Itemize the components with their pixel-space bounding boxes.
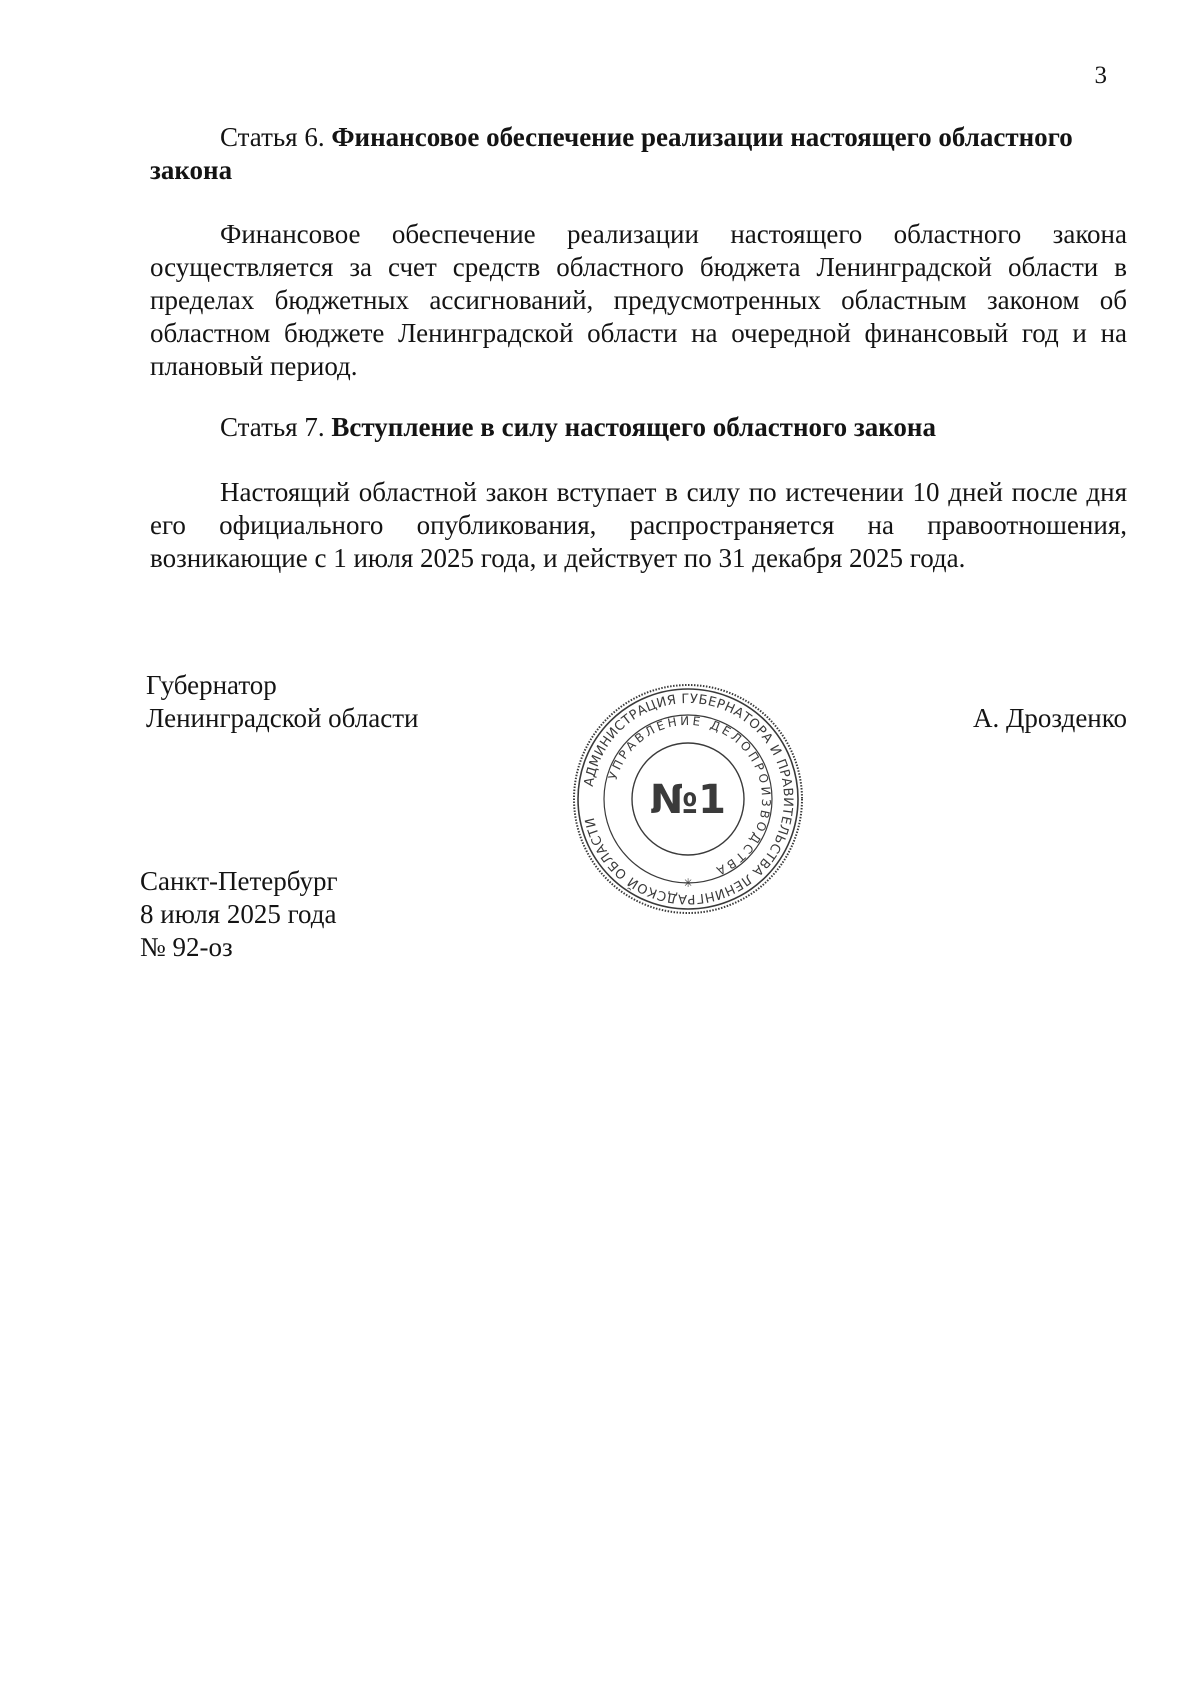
official-seal-stamp <box>570 681 806 917</box>
article-6-heading <box>150 121 1127 187</box>
article-7-prefix: Статья 7. <box>220 412 325 442</box>
law-number: № 92-оз <box>140 932 233 962</box>
place-and-date-block <box>140 865 338 964</box>
seal-inner-text: УПРАВЛЕНИЕ ДЕЛОПРОИЗВОДСТВА <box>605 713 774 879</box>
article-6-body: Финансовое обеспечение реализации настоящего областного закона осуществляется за счет средств областного бюджета Ленинградской области в пределах бюджетных ассигнований, предусмотренных областным законом об областном бюджете Ленинградской области на очередной финансовый год и на плановый период. <box>150 219 1127 381</box>
page-number: 3 <box>1094 62 1107 89</box>
article-6-title: Финансовое обеспечение реализации настоящего областного закона <box>150 122 1073 185</box>
signing-date: 8 июля 2025 года <box>140 899 337 929</box>
city: Санкт-Петербург <box>140 866 338 896</box>
signatory-position <box>146 669 418 735</box>
signatory-position-line2: Ленинградской области <box>146 703 419 733</box>
signatory-position-line1: Губернатор <box>146 670 277 700</box>
article-7-title: Вступление в силу настоящего областного закона <box>331 412 936 442</box>
seal-star-icon: ✳ <box>682 876 694 890</box>
seal-center-number: №1 <box>650 777 726 823</box>
article-7-heading <box>150 411 1127 444</box>
article-6-prefix: Статья 6. <box>220 122 325 152</box>
article-7-body: Настоящий областной закон вступает в силу по истечении 10 дней после дня его официального опубликования, распространяется на правоотношения, возникающие с 1 июля 2025 года, и действует по 31 декабря 2025 года. <box>150 477 1127 573</box>
signatory-name: А. Дрозденко <box>972 703 1127 733</box>
seal-outer-text: АДМИНИСТРАЦИЯ ГУБЕРНАТОРА И ПРАВИТЕЛЬСТВА ЛЕНИНГРАДСКОЙ ОБЛАСТИ <box>581 691 796 907</box>
